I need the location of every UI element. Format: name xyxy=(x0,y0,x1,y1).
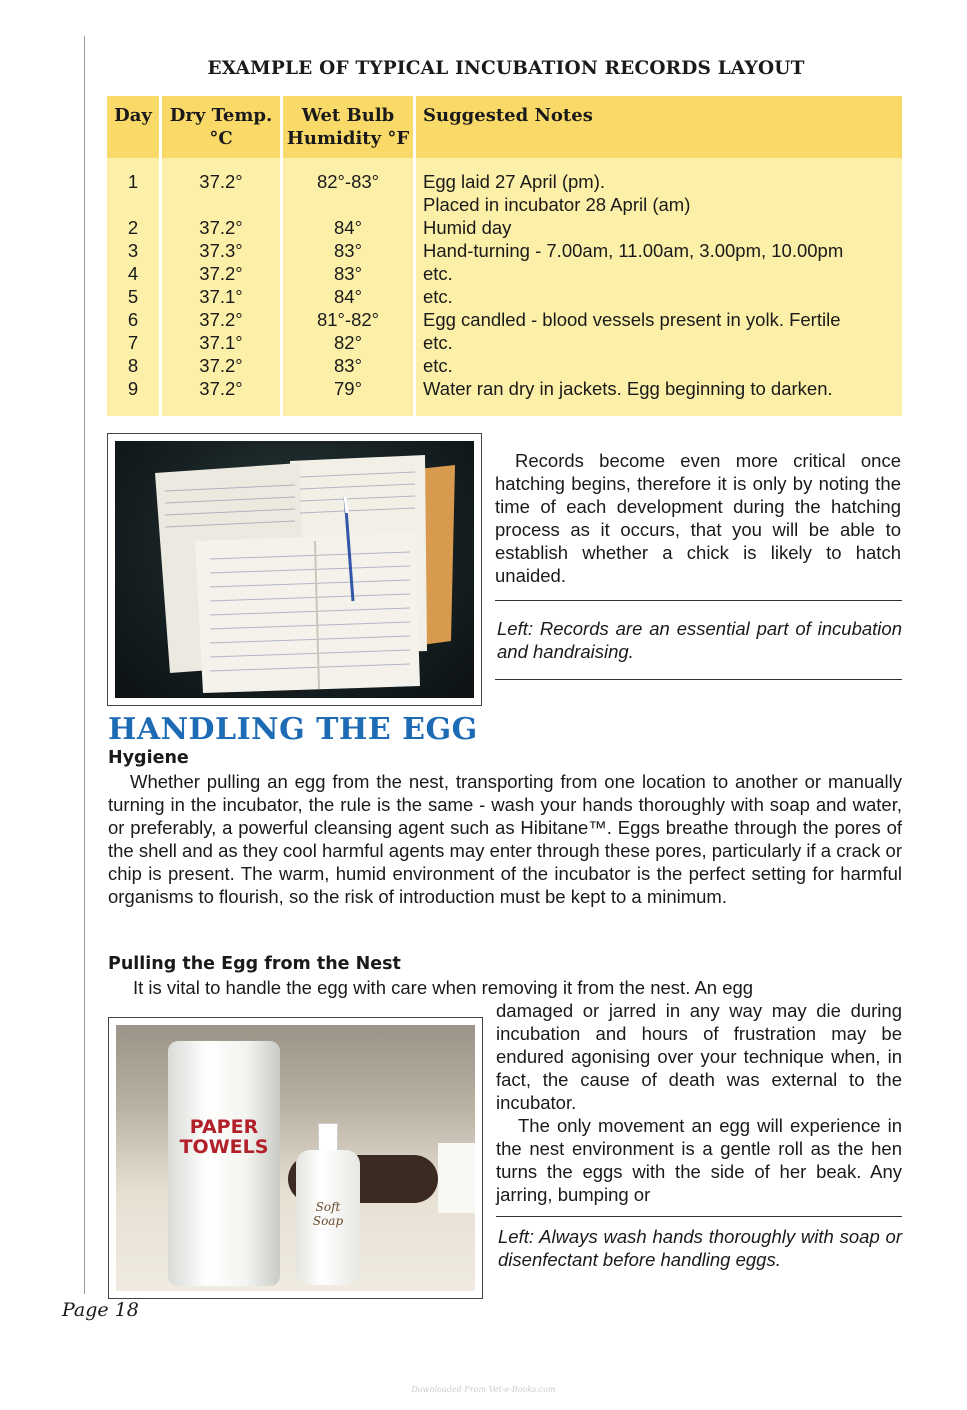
header-wet-line2: Humidity °F xyxy=(286,128,410,149)
table-title: EXAMPLE OF TYPICAL INCUBATION RECORDS LAYOUT xyxy=(207,58,805,79)
caption2-rule xyxy=(496,1216,902,1217)
cell-dry-temp: 37.3° xyxy=(199,240,243,261)
margin-rule xyxy=(84,36,85,1294)
cell-wet-bulb: 79° xyxy=(334,378,362,399)
header-notes: Suggested Notes xyxy=(423,105,593,126)
incubation-records-table xyxy=(107,96,902,416)
towel-label-line1: PAPER xyxy=(189,1116,259,1138)
cell-dry-temp: 37.1° xyxy=(199,286,243,307)
table-row xyxy=(107,331,902,354)
cell-dry-temp: 37.2° xyxy=(199,378,243,399)
cell-wet-bulb: 82° xyxy=(334,332,362,353)
soap-label: Soft Soap xyxy=(312,1200,344,1228)
caption-rule-bottom xyxy=(495,679,902,680)
header-dry-line1: Dry Temp. xyxy=(169,105,273,126)
cell-note: etc. xyxy=(423,355,453,376)
cell-note: etc. xyxy=(423,286,453,307)
cell-note: Humid day xyxy=(423,217,512,238)
records-caption: Left: Records are an essential part of incubation and handraising. xyxy=(497,618,902,662)
cell-dry-temp: 37.2° xyxy=(199,171,243,192)
paper-towel-label xyxy=(178,1117,270,1157)
towel-caption: Left: Always wash hands thoroughly with soap or disenfectant before handling eggs. xyxy=(498,1226,902,1270)
table-row xyxy=(107,377,902,400)
cell-wet-bulb: 83° xyxy=(334,240,362,261)
cell-day: 7 xyxy=(127,332,139,353)
cell-wet-bulb: 83° xyxy=(334,355,362,376)
pulling-first-line: It is vital to handle the egg with care when removing it from the nest. An egg xyxy=(133,977,754,998)
header-dry-line2: °C xyxy=(209,128,233,149)
cell-note: Water ran dry in jackets. Egg beginning to darken. xyxy=(423,378,833,399)
cell-dry-temp: 37.1° xyxy=(199,332,243,353)
paper-towel-roll xyxy=(168,1041,280,1286)
caption-rule-top xyxy=(495,600,902,601)
watermark: Downloaded From Vet-e-Books.com xyxy=(411,1385,556,1394)
cell-dry-temp: 37.2° xyxy=(199,309,243,330)
shirt-cuff xyxy=(438,1143,475,1213)
cell-day: 9 xyxy=(127,378,139,399)
section-heading: HANDLING THE EGG xyxy=(108,712,478,747)
cell-day: 1 xyxy=(127,171,139,192)
records-photo xyxy=(107,433,482,706)
header-dry-temp xyxy=(162,104,280,150)
cell-wet-bulb: 84° xyxy=(334,286,362,307)
movement-paragraph: The only movement an egg will experience in the nest environment is a gentle roll as the hen turns the eggs with the side of her beak. Any jarring, bumping or xyxy=(496,1115,902,1205)
cell-dry-temp: 37.2° xyxy=(199,263,243,284)
records-notebooks-illustration xyxy=(115,441,474,698)
cell-note: etc. xyxy=(423,263,453,284)
cell-note xyxy=(423,170,903,216)
header-wet-bulb xyxy=(283,104,413,150)
table-row xyxy=(107,216,902,239)
cell-day: 6 xyxy=(127,309,139,330)
cell-note: etc. xyxy=(423,332,453,353)
table-row xyxy=(107,354,902,377)
table-row xyxy=(107,308,902,331)
table-header xyxy=(107,96,902,158)
hygiene-heading: Hygiene xyxy=(108,748,189,768)
cell-dry-temp: 37.2° xyxy=(199,217,243,238)
cell-wet-bulb: 84° xyxy=(334,217,362,238)
cell-note-line2: Placed in incubator 28 April (am) xyxy=(423,194,691,215)
towel-label-line2: TOWELS xyxy=(179,1136,269,1158)
pulling-heading: Pulling the Egg from the Nest xyxy=(108,954,401,974)
table-row xyxy=(107,262,902,285)
towel-and-soap-photo xyxy=(108,1017,483,1299)
table-rows xyxy=(107,170,902,400)
cell-note-line1: Egg laid 27 April (pm). xyxy=(423,171,606,192)
records-paragraph: Records become even more critical once hatching begins, therefore it is only by noting the time of each development during the hatching process as it occurs, that you will be able to establish whether a chick is likely to hatch unaided. xyxy=(495,450,901,586)
pulling-paragraph: damaged or jarred in any way may die during incubation and hours of frustration may be endured agonising over your technique when, in fact, the cause of death was external to the incubator. xyxy=(496,1000,902,1113)
cell-day: 4 xyxy=(127,263,139,284)
records-photo-image xyxy=(115,441,474,698)
header-wet-line1: Wet Bulb xyxy=(301,105,395,126)
header-day: Day xyxy=(114,105,152,126)
table-row xyxy=(107,285,902,308)
cell-wet-bulb: 81°-82° xyxy=(316,309,380,330)
cell-day: 5 xyxy=(127,286,139,307)
towel-and-soap-image xyxy=(116,1025,475,1291)
cell-day: 2 xyxy=(127,217,139,238)
cell-note: Egg candled - blood vessels present in yolk. Fertile xyxy=(423,309,841,330)
cell-wet-bulb: 83° xyxy=(334,263,362,284)
table-row xyxy=(107,239,902,262)
page-number: Page 18 xyxy=(62,1299,139,1321)
table-row xyxy=(107,170,902,216)
cell-note: Hand-turning - 7.00am, 11.00am, 3.00pm, 10.00pm xyxy=(423,240,844,261)
cell-wet-bulb: 82°-83° xyxy=(316,171,380,192)
cell-day: 8 xyxy=(127,355,139,376)
cell-day: 3 xyxy=(127,240,139,261)
hygiene-paragraph: Whether pulling an egg from the nest, transporting from one location to another or manually turning in the incubator, the rule is the same - wash your hands thoroughly with soap and water, or preferably, a powerful cleansing agent such as Hibitane™. Eggs breathe through the pores of the shell and as they cool harmful agents may enter through these pores, particularly if a crack or chip is present. The warm, humid environment of the incubator is the perfect setting for harmful organisms to flourish, so the risk of introduction must be kept to a minimum. xyxy=(108,771,902,907)
cell-dry-temp: 37.2° xyxy=(199,355,243,376)
